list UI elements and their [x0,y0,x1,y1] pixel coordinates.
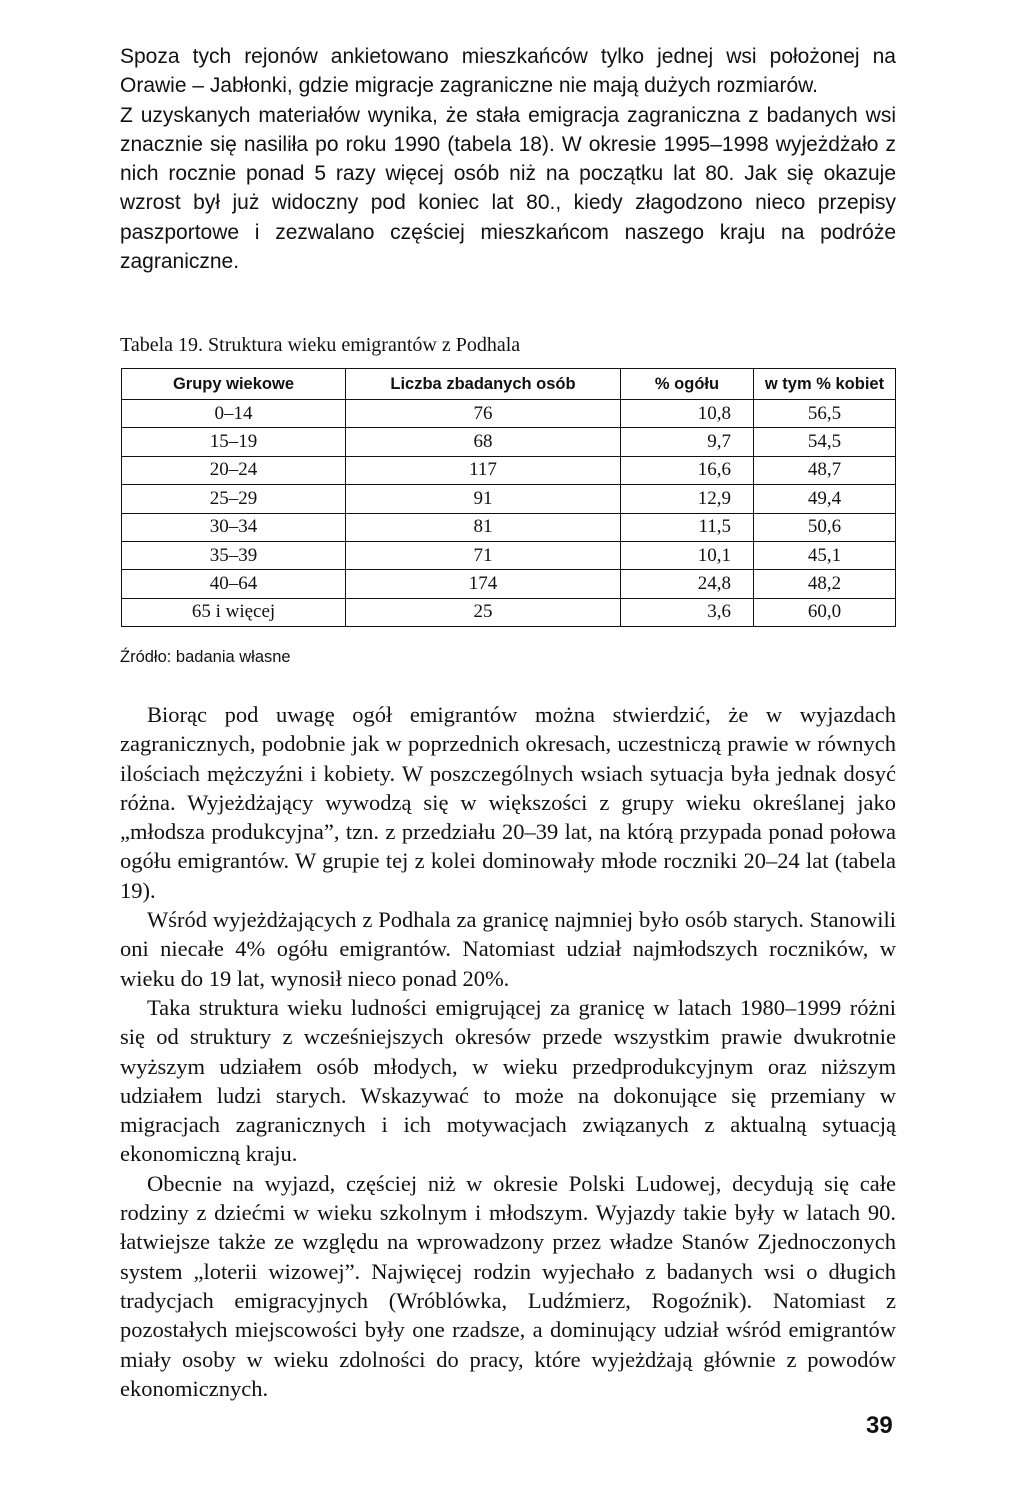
body-paragraph-1: Biorąc pod uwagę ogół emigrantów można stwierdzić, że w wyjazdach zagranicznych, podobnie jak w poprzednich okresach, uczestniczą prawie w równych ilościach mężczyźni i kobiety. W poszczególnych wsiach sytuacja była jednak dosyć różna. Wyjeżdżający wywodzą się w większości z grupy wieku określanej jako „młodsza produkcyjna”, tzn. z przedziału 20–39 lat, na którą przypada ponad połowa ogółu emigrantów. W grupie tej z kolei dominowały młode roczniki 20–24 lat (tabela 19). [120,702,896,903]
cell-count: 25 [346,598,621,626]
cell-count: 117 [346,456,621,484]
page-number: 39 [866,1412,893,1439]
table-source-note: Źródło: badania własne [120,648,291,666]
header-percent-women: w tym % kobiet [754,369,896,400]
table-row [122,456,896,484]
table-row [122,513,896,541]
header-count: Liczba zbadanych osób [346,369,621,400]
cell-age-group: 0–14 [122,400,346,428]
intro-text [120,42,896,276]
table-row [122,428,896,456]
table-row [122,400,896,428]
cell-percent-women: 56,5 [754,400,896,428]
cell-count: 71 [346,541,621,569]
header-percent-total: % ogółu [621,369,754,400]
cell-age-group: 30–34 [122,513,346,541]
body-paragraph-3: Taka struktura wieku ludności emigrującej za granicę w latach 1980–1999 różni się od struktury z wcześniejszych okresów przede wszystkim prawie dwukrotnie wyższym udziałem osób młodych, w wieku przedprodukcyjnym oraz niższym udziałem ludzi starych. Wskazywać to może na dokonujące się przemiany w migracjach zagranicznych i ich motywacjach związanych z aktualną sytuacją ekonomiczną kraju. [120,994,896,1167]
cell-percent-women: 48,7 [754,456,896,484]
cell-percent-total: 9,7 [621,428,754,456]
cell-age-group: 35–39 [122,541,346,569]
body-text [120,700,896,1403]
header-age-groups: Grupy wiekowe [122,369,346,400]
cell-percent-total: 11,5 [621,513,754,541]
body-paragraph-4: Obecnie na wyjazd, częściej niż w okresie Polski Ludowej, decydują się całe rodziny z dziećmi w wieku szkolnym i młodszym. Wyjazdy takie były w latach 90. łatwiejsze także ze względu na wprowadzony przez władze Stanów Zjednoczonych system „loterii wizowej”. Najwięcej rodzin wyjechało z badanych wsi o długich tradycjach emigracyjnych (Wróblówka, Ludźmierz, Rogoźnik). Natomiast z pozostałych miejscowości były one rzadsze, a dominujący udział wśród emigrantów miały osoby w wieku zdolności do pracy, które wyjeżdżają głównie z powodów ekonomicznych. [120,1170,896,1401]
cell-age-group: 15–19 [122,428,346,456]
cell-percent-total: 3,6 [621,598,754,626]
table-caption: Tabela 19. Struktura wieku emigrantów z Podhala [120,334,521,356]
cell-age-group: 40–64 [122,570,346,598]
cell-count: 81 [346,513,621,541]
table-header-row [122,369,896,400]
age-structure-table [121,368,896,627]
body-paragraph-2: Wśród wyjeżdżających z Podhala za granicę najmniej było osób starych. Stanowili oni niecałe 4% ogółu emigrantów. Natomiast udział najmłodszych roczników, w wieku do 19 lat, wynosił nieco ponad 20%. [120,907,896,991]
cell-age-group: 25–29 [122,485,346,513]
cell-percent-women: 49,4 [754,485,896,513]
cell-percent-total: 10,1 [621,541,754,569]
cell-percent-women: 60,0 [754,598,896,626]
table-row [122,541,896,569]
cell-percent-total: 24,8 [621,570,754,598]
table-row [122,598,896,626]
cell-age-group: 65 i więcej [122,598,346,626]
table-row [122,485,896,513]
cell-percent-women: 50,6 [754,513,896,541]
intro-paragraph-2: Z uzyskanych materiałów wynika, że stała emigracja zagraniczna z badanych wsi znacznie się nasiliła po roku 1990 (tabela 18). W okresie 1995–1998 wyjeżdżało z nich rocznie ponad 5 razy więcej osób niż na początku lat 80. Jak się okazuje wzrost był już widoczny pod koniec lat 80., kiedy złagodzono nieco przepisy paszportowe i zezwalano częściej mieszkańcom naszego kraju na podróże zagraniczne. [120,103,896,274]
intro-paragraph-1: Spoza tych rejonów ankietowano mieszkańców tylko jednej wsi położonej na Orawie – Jabłonki, gdzie migracje zagraniczne nie mają dużych rozmiarów. [120,45,896,98]
cell-count: 76 [346,400,621,428]
cell-percent-women: 45,1 [754,541,896,569]
cell-count: 91 [346,485,621,513]
table-row [122,570,896,598]
cell-percent-women: 48,2 [754,570,896,598]
cell-percent-women: 54,5 [754,428,896,456]
cell-percent-total: 10,8 [621,400,754,428]
cell-age-group: 20–24 [122,456,346,484]
cell-percent-total: 12,9 [621,485,754,513]
cell-count: 68 [346,428,621,456]
cell-percent-total: 16,6 [621,456,754,484]
cell-count: 174 [346,570,621,598]
